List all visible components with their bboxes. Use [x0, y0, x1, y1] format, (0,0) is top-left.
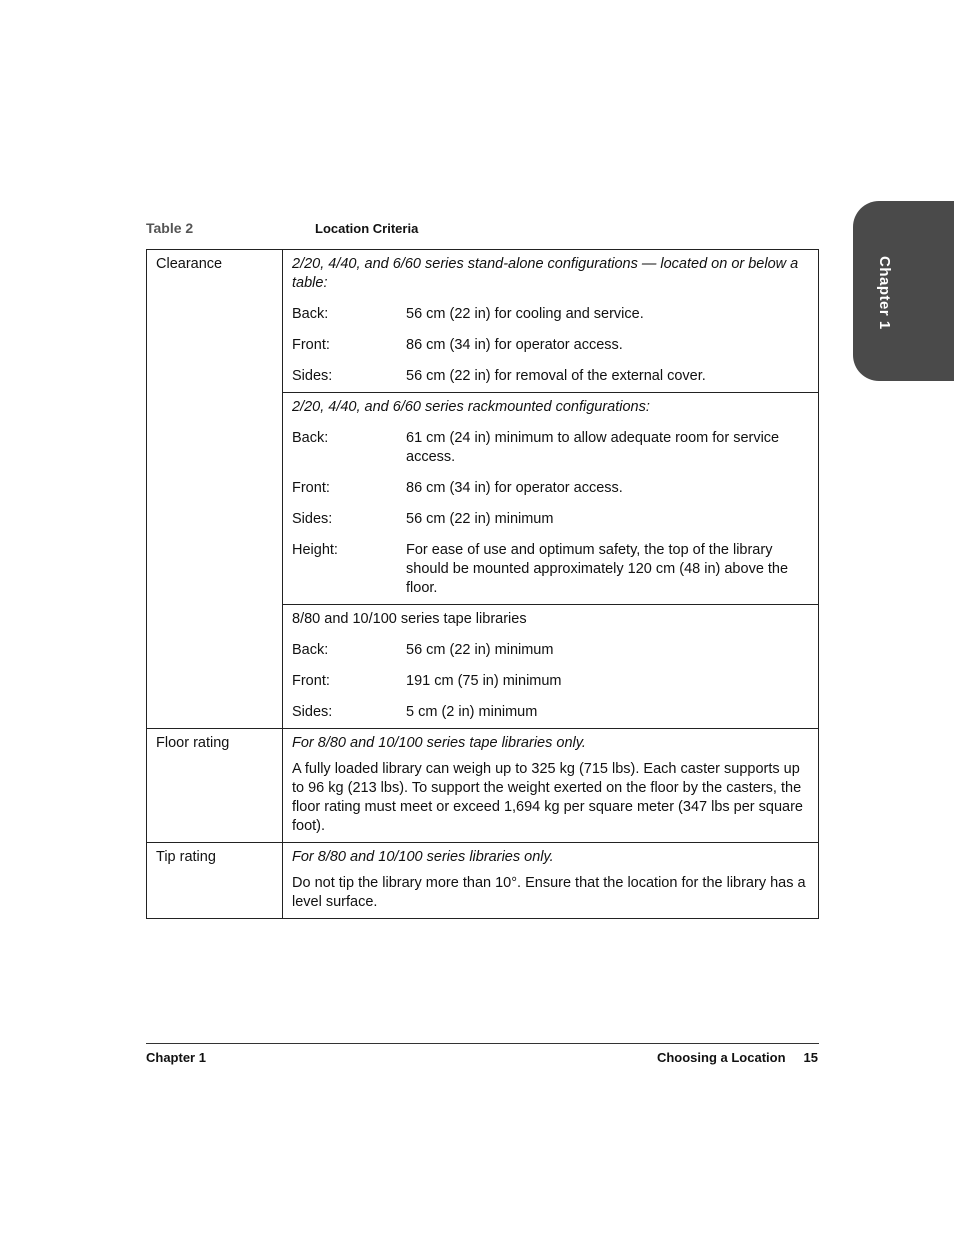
list-item: Front: 86 cm (34 in) for operator access. — [292, 480, 623, 496]
chapter-tab — [853, 201, 954, 381]
list-item: Sides: 56 cm (22 in) minimum — [292, 511, 554, 527]
table-caption-title: Location Criteria — [315, 221, 419, 236]
table-row — [147, 843, 819, 919]
footer-section-title: Choosing a Location — [656, 1050, 786, 1065]
footer-chapter: Chapter 1 — [146, 1050, 206, 1065]
row-label-floor-rating: Floor rating — [147, 729, 283, 843]
tip-rating-cell — [283, 843, 819, 919]
footer-divider — [146, 1043, 819, 1044]
clearance-standalone-cell — [283, 250, 819, 393]
list-item: Front: 86 cm (34 in) for operator access. — [292, 337, 623, 353]
table-caption-label: Table 2 — [146, 220, 194, 236]
table-row — [147, 729, 819, 843]
location-criteria-table — [146, 249, 819, 919]
group-intro: 2/20, 4/40, and 6/60 series rackmounted configurations: — [292, 399, 650, 415]
row-label-tip-rating: Tip rating — [147, 843, 283, 919]
list-item: Front: 191 cm (75 in) minimum — [292, 673, 562, 689]
tip-rating-note: For 8/80 and 10/100 series libraries only. — [292, 849, 554, 865]
page-number: 15 — [803, 1050, 818, 1065]
group-intro: 8/80 and 10/100 series tape libraries — [292, 611, 527, 627]
chapter-tab-label: Chapter 1 — [876, 256, 893, 330]
list-item: Back: 61 cm (24 in) minimum to allow adequate room for service access. — [292, 430, 780, 465]
list-item: Sides: 5 cm (2 in) minimum — [292, 704, 538, 720]
row-label-clearance: Clearance — [147, 250, 283, 729]
tip-rating-text: Do not tip the library more than 10°. Ensure that the location for the library has a level surface. — [292, 875, 806, 910]
group-intro: 2/20, 4/40, and 6/60 series stand-alone configurations — located on or below a table: — [292, 256, 799, 291]
floor-rating-text: A fully loaded library can weigh up to 325 kg (715 lbs). Each caster supports up to 96 kg (213 lbs). To support the weight exerted on the floor by the casters, the floor rating must meet or exceed 1,694 kg per square meter (347 lbs per square foot). — [292, 761, 803, 834]
list-item: Sides: 56 cm (22 in) for removal of the external cover. — [292, 368, 706, 384]
floor-rating-note: For 8/80 and 10/100 series tape libraries only. — [292, 735, 586, 751]
floor-rating-cell — [283, 729, 819, 843]
clearance-tape-libraries-cell — [283, 605, 819, 729]
list-item: Height: For ease of use and optimum safety, the top of the library should be mounted approximately 120 cm (48 in) above the floor. — [292, 542, 789, 596]
list-item: Back: 56 cm (22 in) for cooling and service. — [292, 306, 644, 322]
list-item: Back: 56 cm (22 in) minimum — [292, 642, 554, 658]
clearance-rackmount-cell — [283, 393, 819, 605]
footer-right — [657, 1050, 818, 1065]
table-row — [147, 250, 819, 393]
